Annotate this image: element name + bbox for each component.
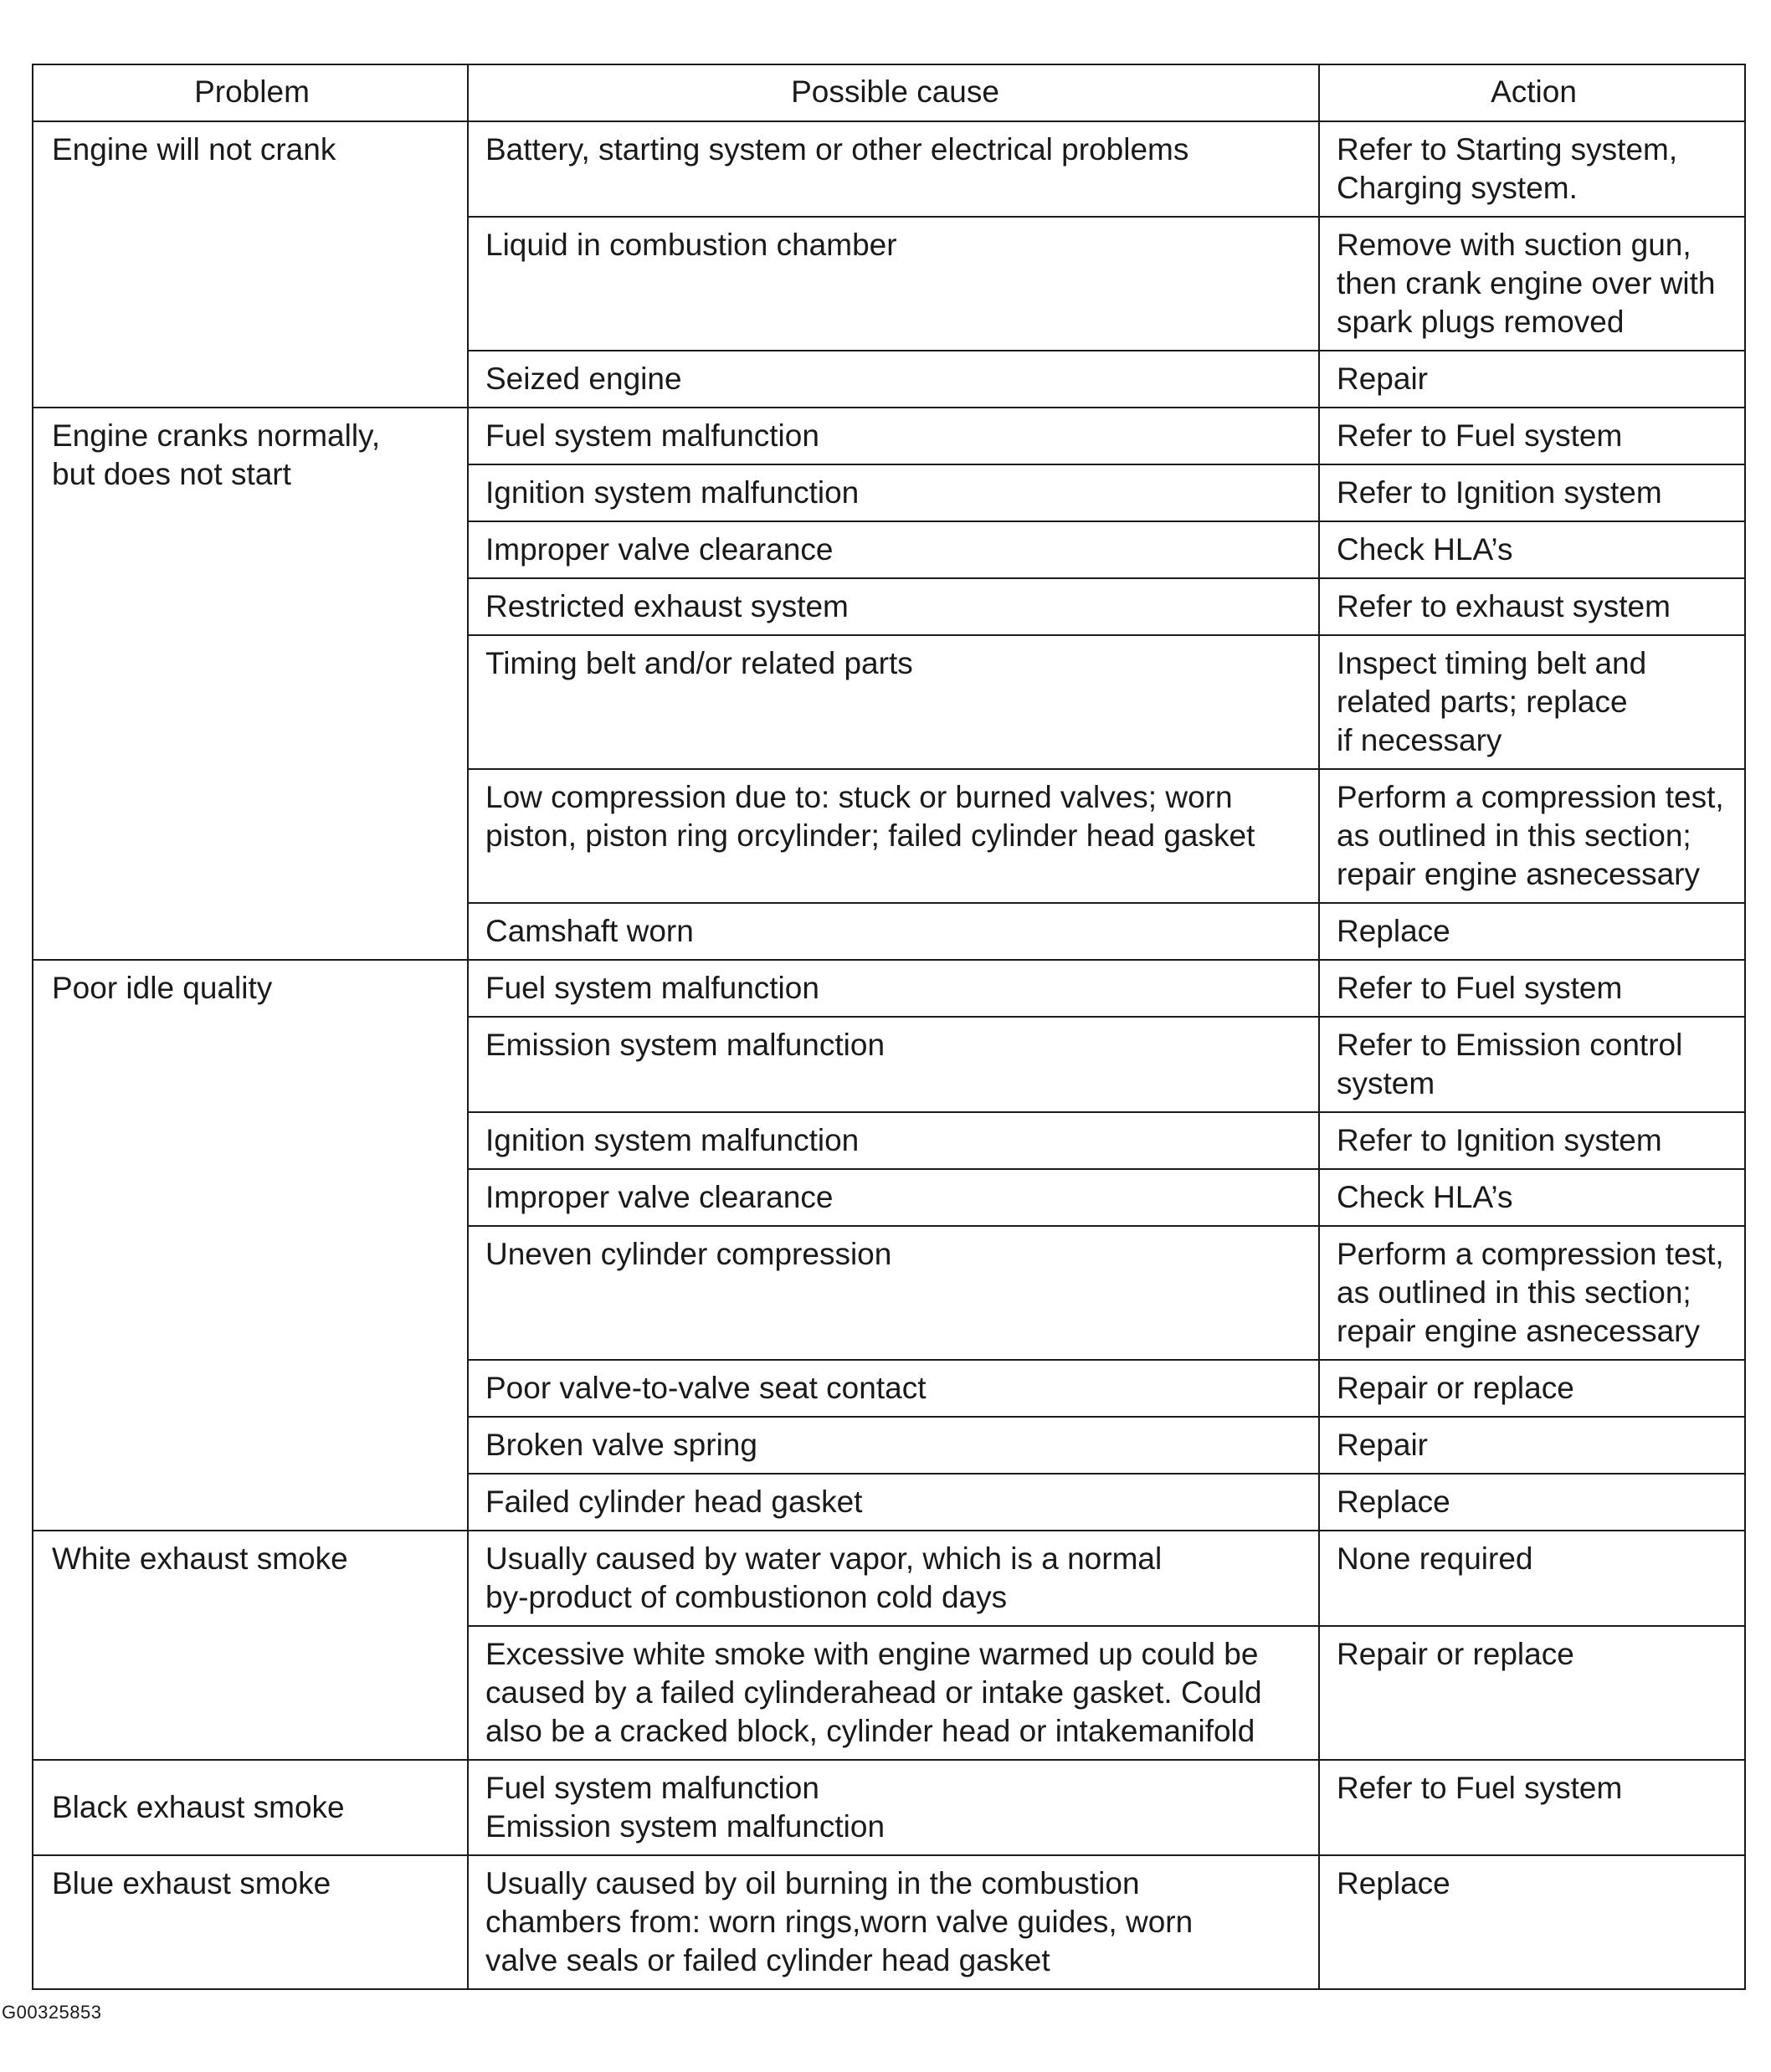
cell-text-line: Improper valve clearance <box>485 1180 834 1214</box>
cell-text-line: Poor idle quality <box>52 971 273 1005</box>
cell-text-line: Seized engine <box>485 362 682 396</box>
action-cell <box>1319 578 1745 635</box>
cell-text-line: also be a cracked block, cylinder head or intakemanifold <box>485 1714 1255 1748</box>
table-row <box>33 1531 1745 1626</box>
header-action: Action <box>1319 64 1745 121</box>
problem-cell <box>33 960 468 1531</box>
header-row <box>33 64 1745 121</box>
cell-text-line: Replace <box>1337 1866 1450 1900</box>
cause-cell <box>468 1360 1319 1417</box>
cell-text-line: Emission system malfunction <box>485 1809 886 1844</box>
cell-text-line: Blue exhaust smoke <box>52 1866 331 1900</box>
table-body <box>33 121 1745 1989</box>
action-cell <box>1319 351 1745 408</box>
cell-text-line: Refer to Ignition system <box>1337 1123 1662 1157</box>
cell-text-line: if necessary <box>1337 723 1502 757</box>
action-cell <box>1319 1360 1745 1417</box>
cell-text-line: chambers from: worn rings,worn valve guides, worn <box>485 1905 1194 1939</box>
cell-text-line: Fuel system malfunction <box>485 418 819 453</box>
cause-cell <box>468 1626 1319 1760</box>
cause-cell <box>468 578 1319 635</box>
cell-text-line: Uneven cylinder compression <box>485 1237 892 1271</box>
cause-cell <box>468 217 1319 351</box>
cell-text-line: Refer to exhaust system <box>1337 589 1671 623</box>
action-cell <box>1319 635 1745 769</box>
cause-cell <box>468 408 1319 464</box>
cell-text-line: Excessive white smoke with engine warmed up could be <box>485 1637 1259 1671</box>
cell-text-line: Emission system malfunction <box>485 1028 886 1062</box>
cell-text-line: Engine cranks normally, <box>52 418 381 453</box>
cell-text-line: repair engine asnecessary <box>1337 857 1700 891</box>
troubleshooting-table <box>32 64 1746 1990</box>
action-cell <box>1319 1531 1745 1626</box>
cell-text-line: Restricted exhaust system <box>485 589 849 623</box>
cell-text-line: Check HLA’s <box>1337 1180 1513 1214</box>
cell-text-line: then crank engine over with <box>1337 266 1716 300</box>
problem-cell <box>33 121 468 408</box>
table-row <box>33 408 1745 464</box>
cell-text-line: system <box>1337 1066 1435 1100</box>
cell-text-line: Refer to Emission control <box>1337 1028 1683 1062</box>
cell-text-line: None required <box>1337 1541 1533 1576</box>
action-cell <box>1319 521 1745 578</box>
cell-text-line: Refer to Ignition system <box>1337 475 1662 510</box>
problem-cell <box>33 1855 468 1989</box>
cell-text-line: as outlined in this section; <box>1337 818 1691 853</box>
cell-text-line: Replace <box>1337 914 1450 948</box>
cell-text-line: by-product of combustionon cold days <box>485 1580 1008 1614</box>
table-row <box>33 960 1745 1017</box>
cell-text-line: Ignition system malfunction <box>485 475 860 510</box>
cause-cell <box>468 1112 1319 1169</box>
cause-cell <box>468 960 1319 1017</box>
cell-text-line: Replace <box>1337 1485 1450 1519</box>
cause-cell <box>468 1417 1319 1474</box>
cell-text-line: Poor valve-to-valve seat contact <box>485 1371 927 1405</box>
cell-text-line: Timing belt and/or related parts <box>485 646 913 680</box>
cell-text-line: Liquid in combustion chamber <box>485 228 897 262</box>
problem-cell <box>33 408 468 960</box>
cause-cell <box>468 521 1319 578</box>
cause-cell <box>468 464 1319 521</box>
cell-text-line: caused by a failed cylinderahead or intake gasket. Could <box>485 1675 1262 1710</box>
cell-text-line: Inspect timing belt and <box>1337 646 1647 680</box>
action-cell <box>1319 1017 1745 1112</box>
action-cell <box>1319 769 1745 903</box>
cell-text-line: Perform a compression test, <box>1337 1237 1724 1271</box>
cell-text-line: Ignition system malfunction <box>485 1123 860 1157</box>
cell-text-line: but does not start <box>52 457 291 491</box>
table-row <box>33 121 1745 217</box>
action-cell <box>1319 217 1745 351</box>
action-cell <box>1319 1417 1745 1474</box>
cell-text-line: piston, piston ring orcylinder; failed cylinder head gasket <box>485 818 1255 853</box>
cell-text-line: White exhaust smoke <box>52 1541 348 1576</box>
cause-cell <box>468 121 1319 217</box>
cell-text-line: Perform a compression test, <box>1337 780 1724 814</box>
figure-id: G00325853 <box>2 2002 102 2023</box>
cell-text-line: Improper valve clearance <box>485 532 834 567</box>
cell-text-line: Engine will not crank <box>52 132 336 167</box>
cause-cell <box>468 635 1319 769</box>
problem-cell <box>33 1760 468 1855</box>
cause-cell <box>468 1474 1319 1531</box>
cell-text-line: Repair or replace <box>1337 1637 1574 1671</box>
cell-text-line: Refer to Fuel system <box>1337 418 1623 453</box>
cause-cell <box>468 903 1319 960</box>
cell-text-line: Refer to Fuel system <box>1337 971 1623 1005</box>
action-cell <box>1319 1169 1745 1226</box>
action-cell <box>1319 464 1745 521</box>
cell-text-line: Low compression due to: stuck or burned valves; worn <box>485 780 1233 814</box>
cause-cell <box>468 1760 1319 1855</box>
cause-cell <box>468 769 1319 903</box>
cell-text-line: Fuel system malfunction <box>485 971 819 1005</box>
cell-text-line: Broken valve spring <box>485 1428 757 1462</box>
cell-text-line: as outlined in this section; <box>1337 1275 1691 1310</box>
header-problem: Problem <box>33 64 468 121</box>
action-cell <box>1319 903 1745 960</box>
problem-cell <box>33 1531 468 1760</box>
action-cell <box>1319 1855 1745 1989</box>
cell-text-line: Charging system. <box>1337 171 1578 205</box>
cause-cell <box>468 1226 1319 1360</box>
header-possible-cause: Possible cause <box>468 64 1319 121</box>
action-cell <box>1319 1474 1745 1531</box>
action-cell <box>1319 1760 1745 1855</box>
table-row <box>33 1855 1745 1989</box>
table-row <box>33 1760 1745 1855</box>
cell-text-line: spark plugs removed <box>1337 305 1625 339</box>
cell-text-line: Repair <box>1337 362 1428 396</box>
cause-cell <box>468 1855 1319 1989</box>
cell-text-line: Black exhaust smoke <box>52 1790 345 1824</box>
cell-text-line: repair engine asnecessary <box>1337 1314 1700 1348</box>
cell-text-line: Refer to Fuel system <box>1337 1771 1623 1805</box>
cell-text-line: Camshaft worn <box>485 914 694 948</box>
cell-text-line: Battery, starting system or other electrical problems <box>485 132 1189 167</box>
cell-text-line: Repair or replace <box>1337 1371 1574 1405</box>
action-cell <box>1319 121 1745 217</box>
action-cell <box>1319 960 1745 1017</box>
cause-cell <box>468 1531 1319 1626</box>
cell-text-line: valve seals or failed cylinder head gasket <box>485 1943 1050 1977</box>
cause-cell <box>468 1169 1319 1226</box>
cause-cell <box>468 351 1319 408</box>
cell-text-line: Fuel system malfunction <box>485 1771 819 1805</box>
cell-text-line: Remove with suction gun, <box>1337 228 1691 262</box>
action-cell <box>1319 1626 1745 1760</box>
action-cell <box>1319 1112 1745 1169</box>
cell-text-line: Usually caused by oil burning in the combustion <box>485 1866 1140 1900</box>
cell-text-line: Check HLA’s <box>1337 532 1513 567</box>
action-cell <box>1319 1226 1745 1360</box>
cell-text-line: Refer to Starting system, <box>1337 132 1678 167</box>
action-cell <box>1319 408 1745 464</box>
cell-text-line: related parts; replace <box>1337 685 1628 719</box>
cause-cell <box>468 1017 1319 1112</box>
cell-text-line: Failed cylinder head gasket <box>485 1485 863 1519</box>
cell-text-line: Repair <box>1337 1428 1428 1462</box>
cell-text-line: Usually caused by water vapor, which is a normal <box>485 1541 1163 1576</box>
